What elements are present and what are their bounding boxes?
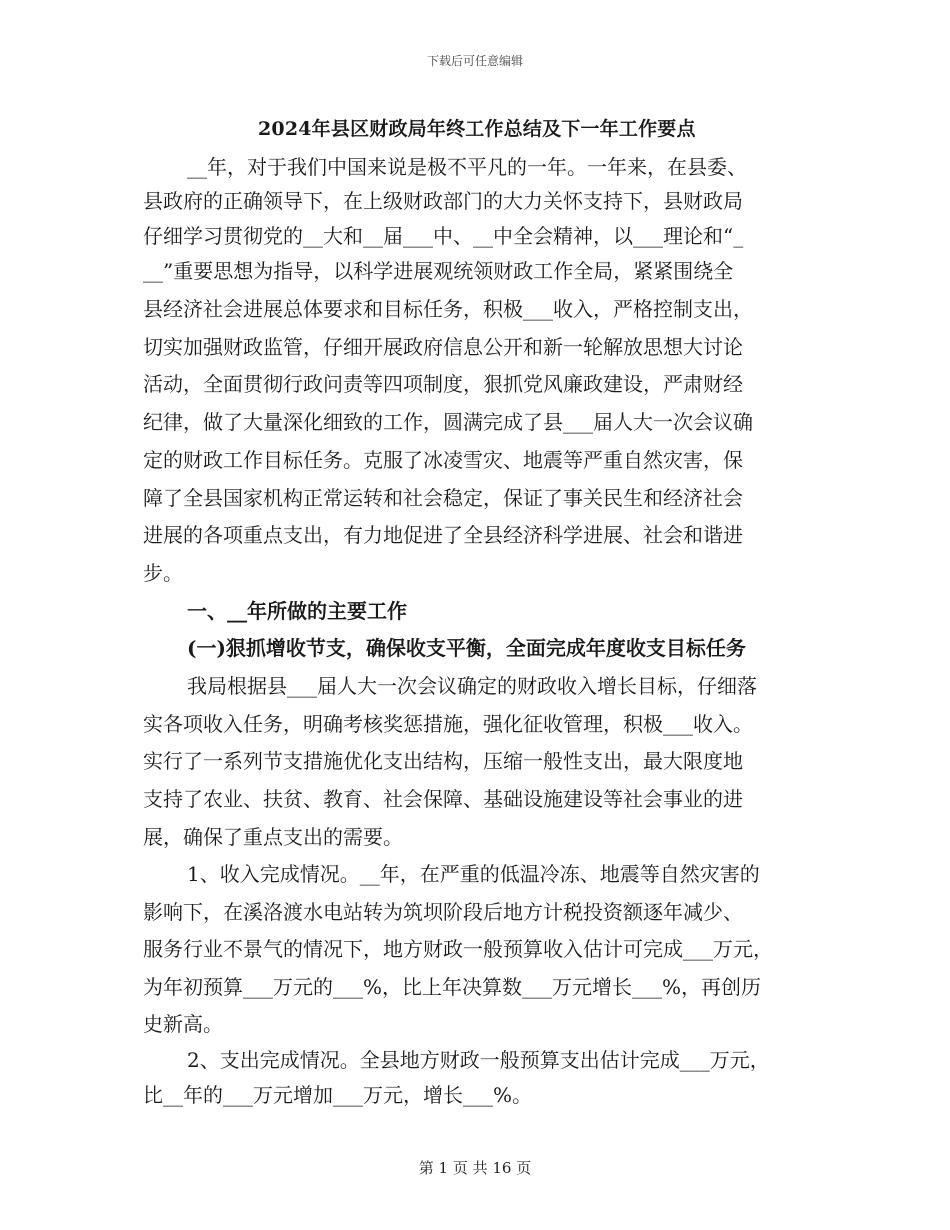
subsection-heading: (一)狠抓增收节支，确保收支平衡，全面完成年度收支目标任务 bbox=[187, 636, 746, 660]
section-heading: 一、__年所做的主要工作 bbox=[187, 599, 407, 623]
paragraph-line: 定的财政工作目标任务。克服了冰凌雪灾、地震等严重自然灾害，保 bbox=[143, 448, 743, 472]
paragraph-line: 1、收入完成情况。__年，在严重的低温冷冻、地震等自然灾害的 bbox=[187, 862, 760, 886]
document-title: 2024年县区财政局年终工作总结及下一年工作要点 bbox=[258, 118, 696, 140]
paragraph-line: 县政府的正确领导下，在上级财政部门的大力关怀支持下，县财政局 bbox=[143, 189, 743, 213]
paragraph-line: 为年初预算___万元的___%，比上年决算数___万元增长___%，再创历 bbox=[143, 975, 762, 999]
paragraph-line: 影响下，在溪洛渡水电站转为筑坝阶段后地方计税投资额逐年减少、 bbox=[143, 900, 743, 924]
paragraph-line: 比__年的___万元增加___万元，增长___%。 bbox=[143, 1083, 533, 1107]
paragraph-line: 实行了一系列节支措施优化支出结构，压缩一般性支出，最大限度地 bbox=[143, 749, 743, 773]
paragraph-line: 我局根据县___届人大一次会议确定的财政收入增长目标，仔细落 bbox=[187, 674, 757, 698]
paragraph-line: 仔细学习贯彻党的__大和__届___中、__中全会精神，以___理论和“_ bbox=[143, 224, 744, 248]
paragraph-line: 纪律，做了大量深化细致的工作，圆满完成了县___届人大一次会议确 bbox=[143, 410, 753, 434]
paragraph-line: 2、支出完成情况。全县地方财政一般预算支出估计完成___万元， bbox=[187, 1048, 770, 1072]
paragraph-line: 县经济社会进展总体要求和目标任务，积极___收入，严格控制支出， bbox=[143, 297, 753, 321]
paragraph-line: 史新高。 bbox=[143, 1012, 223, 1036]
paragraph-line: 支持了农业、扶贫、教育、社会保障、基础设施建设等社会事业的进 bbox=[143, 787, 743, 811]
paragraph-line: 服务行业不景气的情况下，地方财政一般预算收入估计可完成___万元， bbox=[143, 937, 773, 961]
paragraph-line: __”重要思想为指导，以科学进展观统领财政工作全局，紧紧围绕全 bbox=[143, 259, 734, 283]
paragraph-line: 步。 bbox=[143, 561, 183, 585]
paragraph-line: 切实加强财政监管，仔细开展政府信息公开和新一轮解放思想大讨论 bbox=[143, 335, 743, 359]
page-header-note: 下载后可任意编辑 bbox=[426, 54, 523, 68]
paragraph-line: 实各项收入任务，明确考核奖惩措施，强化征收管理，积极___收入。 bbox=[143, 712, 753, 736]
page-number: 第 1 页 共 16 页 bbox=[418, 1159, 532, 1177]
paragraph-line: 展，确保了重点支出的需要。 bbox=[143, 825, 403, 849]
paragraph-line: 活动，全面贯彻行政问责等四项制度，狠抓党风廉政建设，严肃财经 bbox=[143, 372, 743, 396]
paragraph-line: 障了全县国家机构正常运转和社会稳定，保证了事关民生和经济社会 bbox=[143, 486, 743, 510]
paragraph-line: 进展的各项重点支出，有力地促进了全县经济科学进展、社会和谐进 bbox=[143, 523, 743, 547]
paragraph-line: __年，对于我们中国来说是极不平凡的一年。一年来，在县委、 bbox=[187, 155, 747, 179]
